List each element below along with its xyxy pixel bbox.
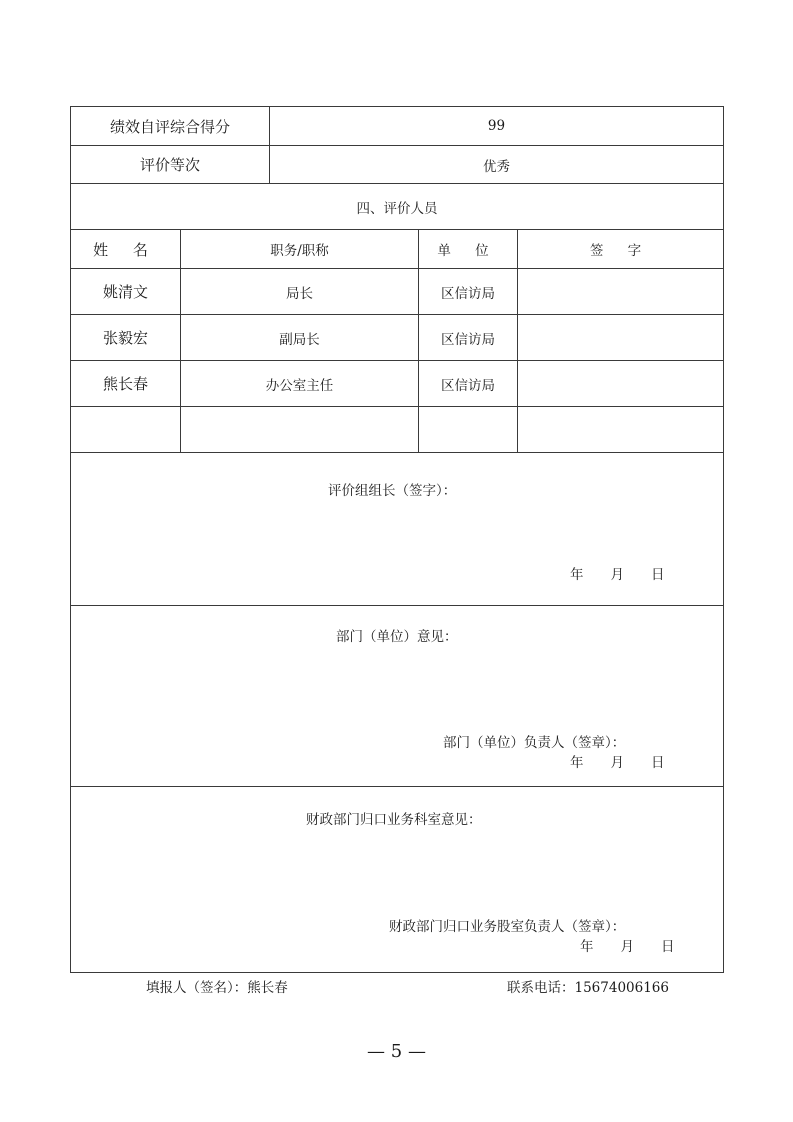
row-divider — [70, 452, 724, 453]
finance-head-sign-label: 财政部门归口业务股室负责人（签章）： — [389, 919, 626, 935]
person-position: 局长 — [286, 285, 313, 302]
person-unit: 区信访局 — [441, 377, 495, 394]
header-signature: 签 字 — [589, 243, 652, 259]
row-divider — [70, 786, 724, 787]
dept-sign-date: 年 月 日 — [570, 755, 665, 771]
finance-opinion-label: 财政部门归口业务科室意见： — [306, 812, 482, 828]
person-signature[interactable] — [518, 361, 723, 406]
person-signature[interactable] — [518, 269, 723, 314]
header-position: 职务/职称 — [270, 243, 329, 259]
person-name: 姚清文 — [102, 283, 148, 301]
table-border-bottom — [70, 972, 724, 973]
dept-head-sign-label: 部门（单位）负责人（签章）： — [443, 735, 626, 751]
filler-signature: 填报人（签名）：熊长春 — [146, 980, 288, 996]
person-unit: 区信访局 — [441, 331, 495, 348]
person-name: 熊长春 — [102, 375, 148, 393]
person-unit[interactable] — [419, 407, 517, 452]
grade-value: 优秀 — [483, 158, 510, 175]
header-unit: 单 位 — [437, 243, 499, 259]
person-signature[interactable] — [518, 315, 723, 360]
table-border-right — [723, 106, 724, 973]
dept-opinion-label: 部门（单位）意见： — [336, 629, 458, 645]
page-number: — 5 — — [367, 1041, 426, 1062]
section-title: 四、评价人员 — [356, 200, 438, 217]
score-value: 99 — [487, 118, 506, 134]
person-position: 办公室主任 — [265, 377, 334, 394]
contact-phone: 联系电话：15674006166 — [507, 980, 669, 996]
person-name[interactable] — [71, 407, 180, 452]
person-position[interactable] — [181, 407, 418, 452]
leader-sign-date: 年 月 日 — [570, 567, 665, 583]
person-name: 张毅宏 — [102, 329, 148, 347]
header-name: 姓 名 — [93, 240, 158, 259]
score-label: 绩效自评综合得分 — [109, 117, 230, 136]
finance-sign-date: 年 月 日 — [580, 939, 675, 955]
person-position: 副局长 — [279, 331, 320, 348]
grade-label: 评价等次 — [139, 156, 200, 174]
leader-sign-label: 评价组组长（签字）： — [328, 483, 457, 499]
row-divider — [70, 605, 724, 606]
person-signature[interactable] — [518, 407, 723, 452]
person-unit: 区信访局 — [441, 285, 495, 302]
